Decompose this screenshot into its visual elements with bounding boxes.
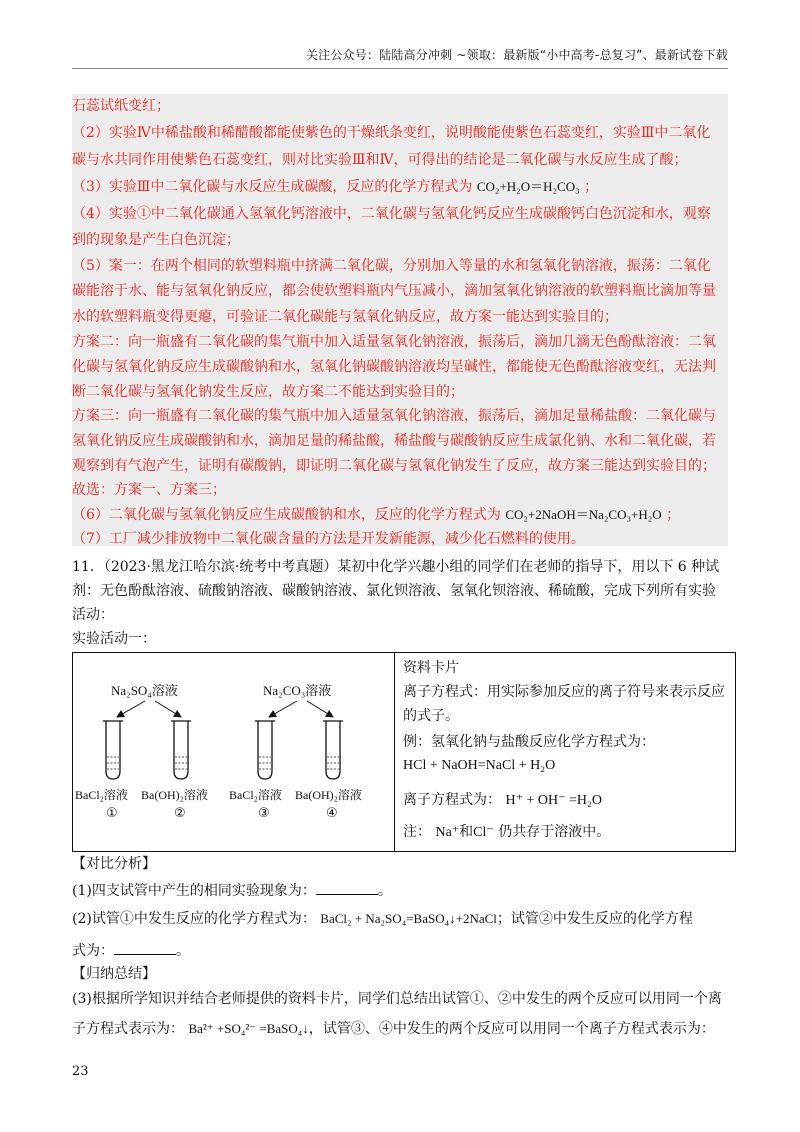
answer-line: 观察到有气泡产生，证明有碳酸钠，即证明二氧化碳与氢氧化钠发生了反应，故方案三能达到实验目的； xyxy=(72,458,716,474)
question-text: 式为： xyxy=(72,943,114,959)
answer-text: （3）实验Ⅲ中二氧化碳与水反应生成碳酸，反应的化学方程式为 xyxy=(72,179,473,195)
card-line: 例：氢氧化钠与盐酸反应化学方程式为： xyxy=(403,734,655,750)
arrow-to-tube-4 xyxy=(307,701,333,717)
answer-line: 方案三：向一瓶盛有二氧化碳的集气瓶中加入适量氢氧化钠溶液，振荡后，滴加足量稀盐酸：二氧化碳与 xyxy=(72,408,716,424)
question-text: (1)四支试管中产生的相同实验现象为： xyxy=(72,883,316,899)
card-line: 离子方程式：用实际参加反应的离子符号来表示反应 xyxy=(403,684,725,700)
reagent-label-right: Na₂CO₃溶液 xyxy=(263,683,332,698)
section-heading: 【对比分析】 xyxy=(72,856,156,872)
question-text: (2)试管①中发生反应的化学方程式为： xyxy=(72,911,316,927)
question-text: 。 xyxy=(176,943,190,959)
ionic-equation: Ba²⁺ +SO₄²⁻ =BaSO₄↓ xyxy=(188,1021,309,1036)
answer-line: （5）案一：在两个相同的软塑料瓶中挤满二氧化碳，分别加入等量的水和氢氧化钠溶液，振荡：二氧化 xyxy=(72,258,711,274)
chemical-equation: BaCl₂ + Na₂SO₄=BaSO₄↓+2NaCl xyxy=(320,911,497,926)
tube-4-number: ④ xyxy=(326,806,338,821)
tube-1-label: BaCl₂溶液 xyxy=(75,788,128,802)
answer-line: 氢氧化钠反应生成碳酸钠和水，滴加足量的稀盐酸，稀盐酸与碳酸钠反应生成氯化钠、水和二氧化碳，若 xyxy=(72,433,716,449)
question-item xyxy=(72,942,728,958)
answer-line: （4）实验①中二氧化碳通入氢氧化钙溶液中，二氧化碳与氢氧化钙反应生成碳酸钙白色沉淀和水，观察 xyxy=(72,206,711,222)
answer-line: 碳能溶于水、能与氢氧化钠反应，都会使软塑料瓶内气压减小，滴加氢氧化钠溶液的软塑料瓶比滴加等量 xyxy=(72,283,716,299)
tube-1-number: ① xyxy=(106,806,118,821)
answer-line: 碳与水共同作用使紫色石蕊变红，则对比实验Ⅲ和Ⅳ，可得出的结论是二氧化碳与水反应生成了酸； xyxy=(72,152,688,168)
answer-blank xyxy=(114,942,176,955)
answer-text: ； xyxy=(584,179,599,195)
ionic-equation: H⁺ + OH⁻ =H₂O xyxy=(505,793,602,808)
answer-line: 石蕊试纸变红； xyxy=(72,98,170,114)
answer-line: （7）工厂减少排放物中二氧化碳含量的方法是开发新能源，减少化石燃料的使用。 xyxy=(72,531,585,547)
arrow-to-tube-3 xyxy=(269,701,297,717)
question-line: (3)根据所学知识并结合老师提供的资料卡片，同学们总结出试管①、②中发生的两个反应可以用同一个离 xyxy=(72,991,722,1007)
card-equation: HCl + NaOH=NaCl + H₂O xyxy=(403,758,556,773)
answer-line-equation xyxy=(72,508,728,522)
answer-line: 到的现象是产生白色沉淀； xyxy=(72,232,240,248)
header-divider xyxy=(72,68,728,69)
arrow-to-tube-2 xyxy=(155,701,181,717)
card-line: 的式子。 xyxy=(403,708,459,724)
answer-text: ； xyxy=(666,507,681,523)
test-tube-1 xyxy=(103,721,123,779)
tube-3-label: BaCl₂溶液 xyxy=(229,788,282,802)
test-tube-4 xyxy=(323,721,343,779)
question-text: ；试管②中发生反应的化学方程 xyxy=(496,911,693,927)
answer-blank xyxy=(316,882,378,895)
reagent-label-left: Na₂SO₄溶液 xyxy=(111,683,178,698)
chemical-equation: CO₂+2NaOH＝Na₂CO₃+H₂O xyxy=(505,507,662,522)
page-header: 关注公众号：陆陆高分冲刺 ~领取：最新版“小中高考-总复习”、最新试卷下载 xyxy=(305,48,728,62)
question-text: 子方程式表示为： xyxy=(72,1021,184,1037)
ions: Na⁺和Cl⁻ xyxy=(435,825,494,840)
tube-2-number: ② xyxy=(174,806,186,821)
experiment-table xyxy=(72,652,736,852)
test-tube-2 xyxy=(171,721,191,779)
chemical-equation: CO₂+H₂O＝H₂CO₃ xyxy=(476,179,580,194)
card-title: 资料卡片 xyxy=(403,660,459,676)
card-note xyxy=(403,825,610,840)
answer-line: （2）实验Ⅳ中稀盐酸和稀醋酸都能使紫色的干燥纸条变红，说明酸能使紫色石蕊变红，实验Ⅲ中二氧化 xyxy=(72,125,711,141)
question-text: 。 xyxy=(377,883,392,899)
question-item xyxy=(72,1022,728,1036)
table-divider xyxy=(394,653,395,851)
card-text: 仍共存于溶液中。 xyxy=(498,824,611,840)
answer-line: 断二氧化碳与氢氧化钠发生反应，故方案二不能达到实验目的； xyxy=(72,384,464,400)
question-line: 11．（2023·黑龙江哈尔滨·统考中考真题）某初中化学兴趣小组的同学们在老师的指导下，用以下 6 种试 xyxy=(72,559,720,575)
answer-line: 化碳与氢氧化钠反应生成碳酸钠和水，氢氧化钠碳酸钠溶液均呈碱性，都能使无色酚酞溶液变红，无法判 xyxy=(72,359,716,375)
question-text: ，试管③、④中发生的两个反应可以用同一个离子方程式表示为： xyxy=(308,1021,715,1037)
answer-line: 方案二：向一瓶盛有二氧化碳的集气瓶中加入适量氢氧化钠溶液，振荡后，滴加几滴无色酚酞溶液：二氧 xyxy=(72,334,716,350)
card-ionic-equation xyxy=(403,793,602,808)
question-line: 活动： xyxy=(72,607,114,623)
arrow-to-tube-1 xyxy=(117,701,145,717)
tube-2-label: Ba(OH)₂溶液 xyxy=(141,788,208,802)
test-tube-diagram xyxy=(73,653,394,851)
tube-4-label: Ba(OH)₂溶液 xyxy=(295,788,362,802)
test-tube-3 xyxy=(255,721,275,779)
question-line: 剂：无色酚酞溶液、硫酸钠溶液、碳酸钠溶液、氯化钡溶液、氢氧化钡溶液、稀硫酸，完成下列所有实验 xyxy=(72,583,716,599)
answer-line: 水的软塑料瓶变得更瘪，可验证二氧化碳能与氢氧化钠反应，故方案一能达到实验目的； xyxy=(72,309,618,325)
question-item xyxy=(72,882,728,898)
answer-line-equation xyxy=(72,180,728,194)
page-number: 23 xyxy=(72,1064,89,1079)
card-text: 注： xyxy=(403,824,431,840)
answer-text: （6）二氧化碳与氢氧化钠反应生成碳酸钠和水，反应的化学方程式为 xyxy=(72,507,501,523)
question-line: 实验活动一： xyxy=(72,631,156,647)
answer-line: 故选：方案一、方案三； xyxy=(72,482,226,498)
tube-3-number: ③ xyxy=(258,806,270,821)
section-heading: 【归纳总结】 xyxy=(72,966,156,982)
card-text: 离子方程式为： xyxy=(403,792,501,808)
question-item xyxy=(72,912,728,926)
